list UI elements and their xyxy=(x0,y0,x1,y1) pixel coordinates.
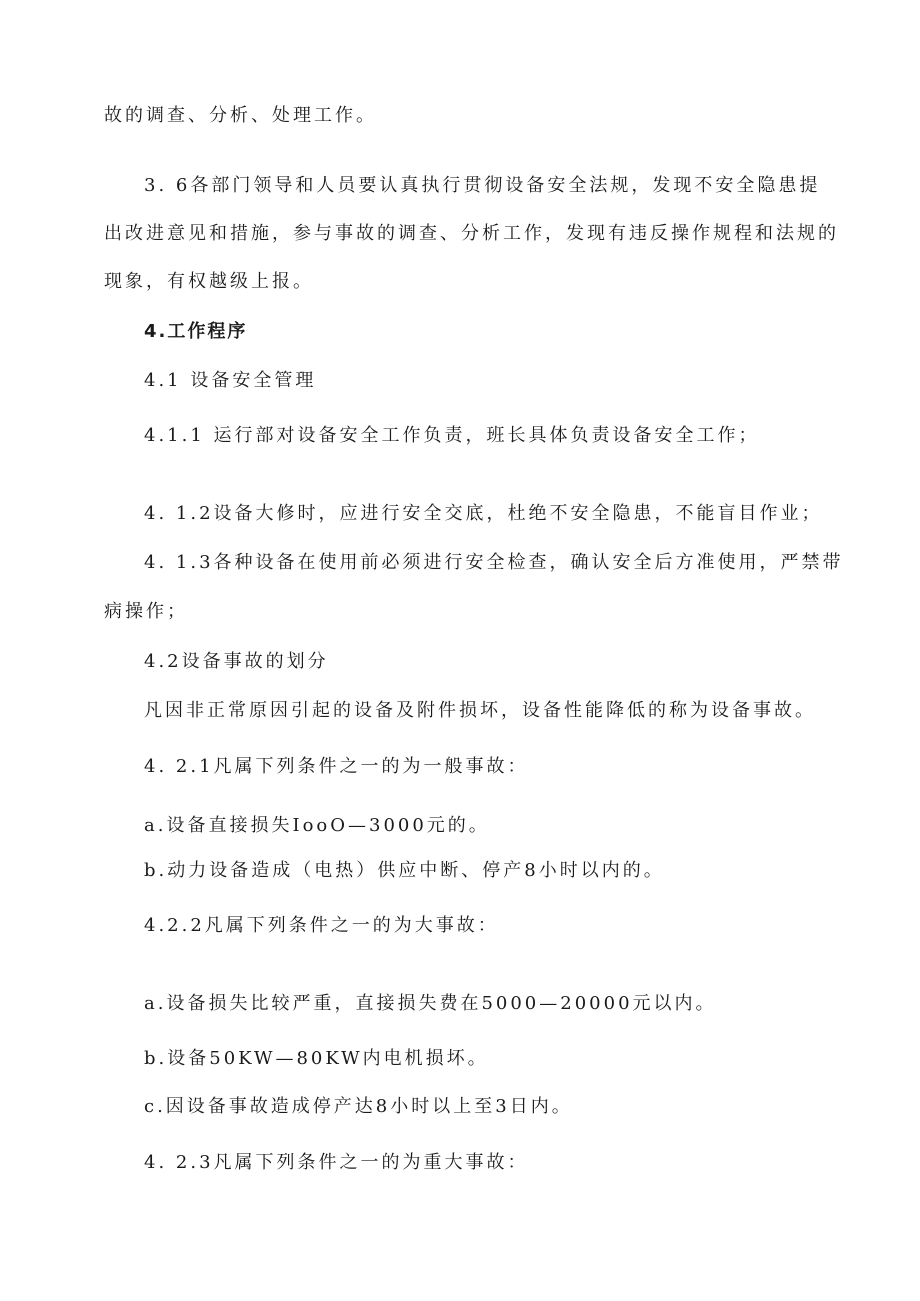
text-line: b.动力设备造成（电热）供应中断、停产8小时以内的。 xyxy=(144,860,665,881)
subsection-heading: 4.2设备事故的划分 xyxy=(144,651,329,672)
text-line: 3. 6各部门领导和人员要认真执行贯彻设备安全法规，发现不安全隐患提 xyxy=(144,175,821,196)
text-line: c.因设备事故造成停产达8小时以上至3日内。 xyxy=(144,1096,573,1117)
text-line: 出改进意见和措施，参与事故的调查、分析工作，发现有违反操作规程和法规的 xyxy=(104,223,839,244)
text-line: 4. 1.2设备大修时，应进行安全交底，杜绝不安全隐患，不能盲目作业； xyxy=(144,503,823,524)
text-line: 病操作； xyxy=(104,601,188,622)
text-line: 4. 1.3各种设备在使用前必须进行安全检查，确认安全后方准使用，严禁带 xyxy=(144,552,844,573)
text-line: 4. 2.3凡属下列条件之一的为重大事故： xyxy=(144,1152,529,1173)
text-line: a.设备损失比较严重，直接损失费在5000—20000元以内。 xyxy=(144,993,717,1014)
section-heading: 4.工作程序 xyxy=(144,321,248,342)
text-line: 4. 2.1凡属下列条件之一的为一般事故： xyxy=(144,756,529,777)
text-line: 凡因非正常原因引起的设备及附件损坏，设备性能降低的称为设备事故。 xyxy=(144,700,816,721)
text-line: b.设备50KW—80KW内电机损坏。 xyxy=(144,1048,489,1069)
text-line: a.设备直接损失IooO—3000元的。 xyxy=(144,815,490,836)
text-line: 4.2.2凡属下列条件之一的为大事故： xyxy=(144,915,499,936)
text-line: 故的调查、分析、处理工作。 xyxy=(104,105,377,126)
text-line: 现象，有权越级上报。 xyxy=(104,271,314,292)
subsection-heading: 4.1 设备安全管理 xyxy=(144,370,317,391)
text-line: 4.1.1 运行部对设备安全工作负责，班长具体负责设备安全工作； xyxy=(144,425,760,446)
